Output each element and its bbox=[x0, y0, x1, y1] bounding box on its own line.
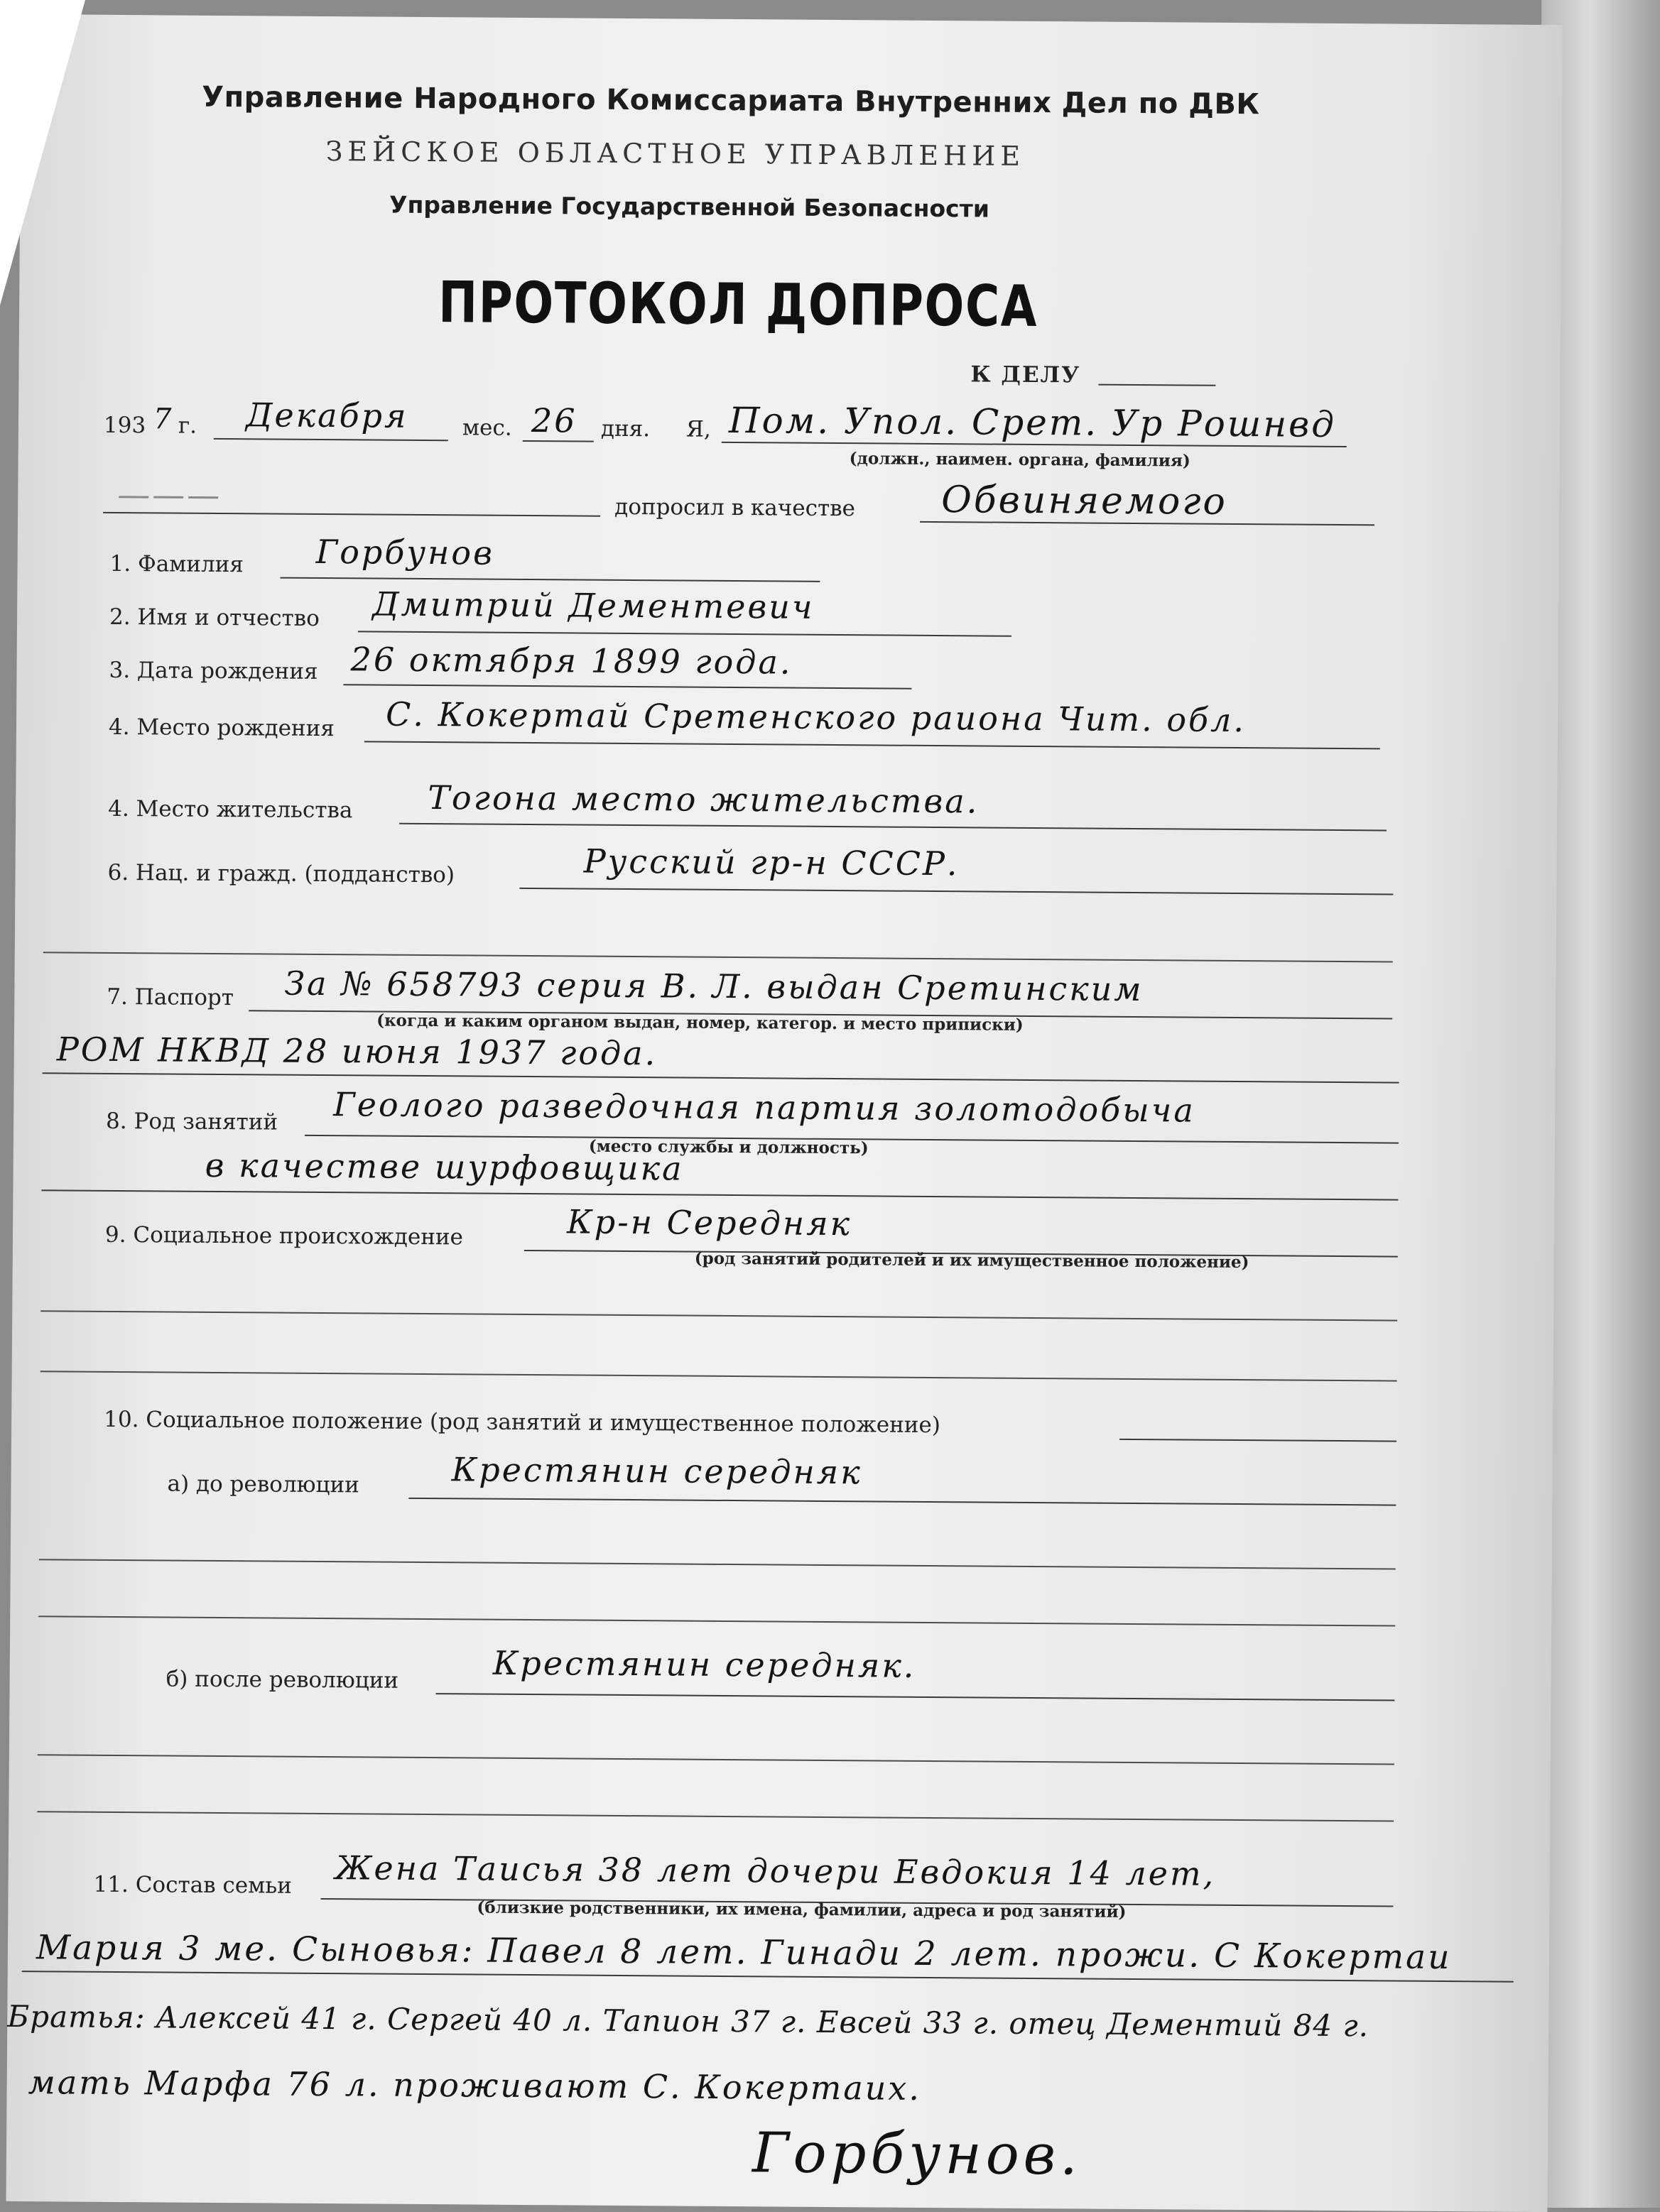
f7-line-2 bbox=[43, 1072, 1399, 1083]
f10a-value: Крестянин середняк bbox=[451, 1450, 862, 1492]
blank-line bbox=[37, 1811, 1394, 1821]
f5-label: 4. Место жительства bbox=[108, 795, 353, 824]
month-line bbox=[214, 438, 448, 441]
document-page bbox=[6, 14, 1562, 2212]
f2-value: Дмитрий Дементевич bbox=[372, 584, 815, 626]
document-title: ПРОТОКОЛ ДОПРОСА bbox=[438, 269, 1038, 340]
f1-value: Горбунов bbox=[315, 532, 495, 572]
day-line bbox=[523, 440, 594, 442]
year-handwritten: 7 bbox=[153, 403, 174, 436]
i-label: Я, bbox=[685, 416, 711, 442]
f8-caption: (место службы и должность) bbox=[588, 1136, 869, 1158]
blank-line bbox=[39, 1559, 1396, 1569]
f4-label: 4. Место рождения bbox=[108, 714, 335, 742]
f11-value-c: Братья: Алексей 41 г. Сергей 40 л. Тапион 37 г. Евсей 33 г. отец Дементий 84 г. bbox=[7, 1998, 1369, 2044]
year-prefix: 193 bbox=[103, 412, 146, 439]
blank-line bbox=[38, 1754, 1394, 1765]
header-regional-office: ЗЕЙСКОЕ ОБЛАСТНОЕ УПРАВЛЕНИЕ bbox=[325, 135, 1026, 172]
f5-value: Тогона место жительства. bbox=[428, 778, 980, 821]
f7-label: 7. Паспорт bbox=[107, 984, 234, 1011]
questioned-label: допросил в качестве bbox=[614, 494, 856, 522]
status-handwritten: Обвиняемого bbox=[941, 479, 1228, 523]
f9-value: Кр-н Середняк bbox=[566, 1202, 852, 1243]
day-handwritten: 26 bbox=[531, 401, 577, 440]
f11-value-a: Жена Таисья 38 лет дочери Евдокия 14 лет, bbox=[335, 1848, 1216, 1893]
f10b-label: б) после революции bbox=[166, 1666, 399, 1694]
f8-value-a: Геолого разведочная партия золотодобыча bbox=[333, 1085, 1195, 1130]
f2-label: 2. Имя и отчество bbox=[109, 604, 320, 631]
case-number-line bbox=[1098, 384, 1215, 386]
f10b-value: Крестянин середняк. bbox=[492, 1643, 916, 1685]
header-state-security: Управление Государственной Безопасности bbox=[389, 190, 990, 223]
f5-line bbox=[399, 823, 1387, 832]
f11-caption: (близкие родственники, их имена, фамилии, адреса и род занятий) bbox=[477, 1897, 1127, 1922]
f3-label: 3. Дата рождения bbox=[109, 657, 318, 685]
f7-value-a: За № 658793 серия В. Л. выдан Сретинским bbox=[284, 964, 1144, 1009]
f1-label: 1. Фамилия bbox=[109, 550, 244, 578]
blank-line bbox=[43, 952, 1393, 962]
f4-line bbox=[364, 741, 1380, 749]
f1-line bbox=[280, 577, 820, 582]
f8-line-2 bbox=[41, 1189, 1398, 1200]
day-label: дня. bbox=[600, 415, 651, 442]
f4-value: С. Кокертай Сретенского раиона Чит. обл. bbox=[385, 694, 1247, 740]
month-label: мес. bbox=[462, 415, 512, 441]
f2-line bbox=[358, 631, 1011, 636]
f6-label: 6. Нац. и гражд. (подданство) bbox=[107, 859, 455, 888]
f3-value: 26 октября 1899 года. bbox=[350, 640, 793, 682]
f10a-label: а) до революции bbox=[167, 1471, 359, 1498]
official-handwritten: Пом. Упол. Срет. Ур Рошнвд bbox=[728, 399, 1337, 445]
f8-value-b: в качестве шурфовщика bbox=[205, 1145, 684, 1188]
f11-value-b: Мария 3 ме. Сыновья: Павел 8 лет. Гинади 2 лет. прожи. С Кокертаи bbox=[36, 1928, 1452, 1978]
signature: Горбунов. bbox=[752, 2121, 1083, 2188]
f7-value-b: РОМ НКВД 28 июня 1937 года. bbox=[56, 1030, 658, 1073]
f9-caption: (род занятий родителей и их имущественное положение) bbox=[694, 1248, 1249, 1273]
official-caption: (должн., наимен. органа, фамилия) bbox=[849, 449, 1190, 471]
header-ministry: Управление Народного Комиссариата Внутренних Дел по ДВК bbox=[202, 80, 1260, 121]
f3-line bbox=[343, 684, 911, 690]
name-handwritten-obscured: ——— bbox=[117, 474, 222, 514]
f6-value: Русский гр-н СССР. bbox=[583, 841, 960, 883]
case-label: К ДЕЛУ bbox=[970, 361, 1081, 388]
page-corner-fold bbox=[0, 0, 85, 305]
f9-label: 9. Социальное происхождение bbox=[104, 1221, 464, 1251]
blank-line bbox=[40, 1310, 1397, 1321]
blank-line bbox=[40, 1371, 1397, 1381]
blank-line bbox=[38, 1616, 1395, 1626]
f7-caption: (когда и каким органом выдан, номер, категор. и место приписки) bbox=[376, 1010, 1024, 1035]
f10b-line bbox=[435, 1693, 1394, 1701]
f11-value-d: мать Марфа 76 л. проживают С. Кокертаих. bbox=[28, 2063, 922, 2108]
f8-label: 8. Род занятий bbox=[105, 1108, 278, 1135]
f10-line bbox=[1119, 1439, 1396, 1442]
f11-label: 11. Состав семьи bbox=[93, 1871, 292, 1899]
year-label: г. bbox=[178, 413, 197, 439]
f10a-line bbox=[408, 1498, 1396, 1506]
f10-label: 10. Социальное положение (род занятий и имущественное положение) bbox=[104, 1406, 941, 1439]
month-handwritten: Декабря bbox=[245, 396, 408, 435]
f6-line bbox=[519, 888, 1393, 895]
